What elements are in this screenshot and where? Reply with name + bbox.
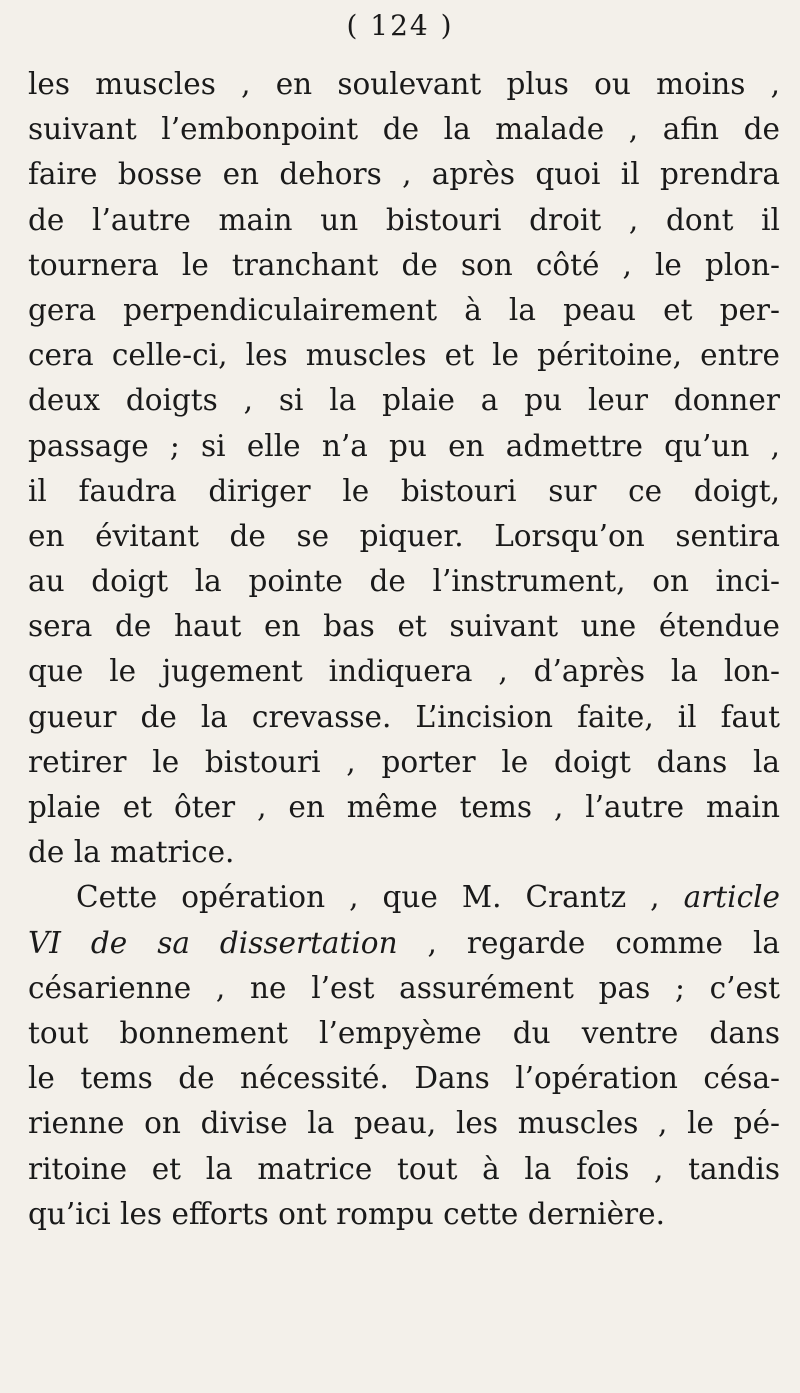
text-line: tout bonnement l’empyème du ventre dans bbox=[28, 1015, 780, 1050]
text-segment: Cette opération , que M. Crantz , bbox=[76, 880, 684, 915]
text-line: césarienne , ne l’est assurément pas ; c’est bbox=[28, 970, 780, 1005]
text-line: que le jugement indiquera , d’après la lon- bbox=[28, 654, 780, 689]
page-number: ( 124 ) bbox=[346, 9, 454, 42]
text-line: sera de haut en bas et suivant une étendue bbox=[28, 609, 780, 644]
text-line: suivant l’embonpoint de la malade , afin de bbox=[28, 112, 780, 147]
text-line bbox=[28, 921, 780, 966]
text-line: il faudra diriger le bistouri sur ce doigt, bbox=[28, 473, 780, 508]
text-line: de la matrice. bbox=[28, 835, 235, 870]
text-line: au doigt la pointe de l’instrument, on inci- bbox=[28, 564, 780, 599]
paragraph-start-line bbox=[28, 875, 780, 920]
text-line: le tems de nécessité. Dans l’opération césa- bbox=[28, 1061, 780, 1096]
text-line: rienne on divise la peau, les muscles , le pé- bbox=[28, 1106, 780, 1141]
text-line: faire bosse en dehors , après quoi il prendra bbox=[28, 157, 780, 192]
italic-reference: article bbox=[683, 880, 780, 915]
text-segment: , regarde comme la bbox=[397, 925, 780, 960]
italic-reference: VI de sa dissertation bbox=[28, 925, 398, 960]
text-line: gera perpendiculairement à la peau et per- bbox=[28, 292, 780, 327]
text-line: retirer le bistouri , porter le doigt dans la bbox=[28, 744, 780, 779]
text-line: ritoine et la matrice tout à la fois , tandis bbox=[28, 1151, 780, 1186]
text-line: de l’autre main un bistouri droit , dont il bbox=[28, 202, 780, 237]
text-line: tournera le tranchant de son côté , le plon- bbox=[28, 247, 780, 282]
text-line: gueur de la crevasse. L’incision faite, il faut bbox=[28, 699, 780, 734]
text-line: en évitant de se piquer. Lorsqu’on sentira bbox=[28, 518, 780, 553]
text-line: deux doigts , si la plaie a pu leur donner bbox=[28, 383, 780, 418]
body-text bbox=[28, 62, 780, 1237]
text-line: qu’ici les efforts ont rompu cette dernière. bbox=[28, 1196, 665, 1231]
text-line: les muscles , en soulevant plus ou moins , bbox=[28, 67, 780, 101]
text-line: cera celle-ci, les muscles et le péritoine, entre bbox=[28, 338, 780, 373]
text-line: passage ; si elle n’a pu en admettre qu’un , bbox=[28, 428, 780, 463]
text-line: plaie et ôter , en même tems , l’autre main bbox=[28, 790, 780, 824]
